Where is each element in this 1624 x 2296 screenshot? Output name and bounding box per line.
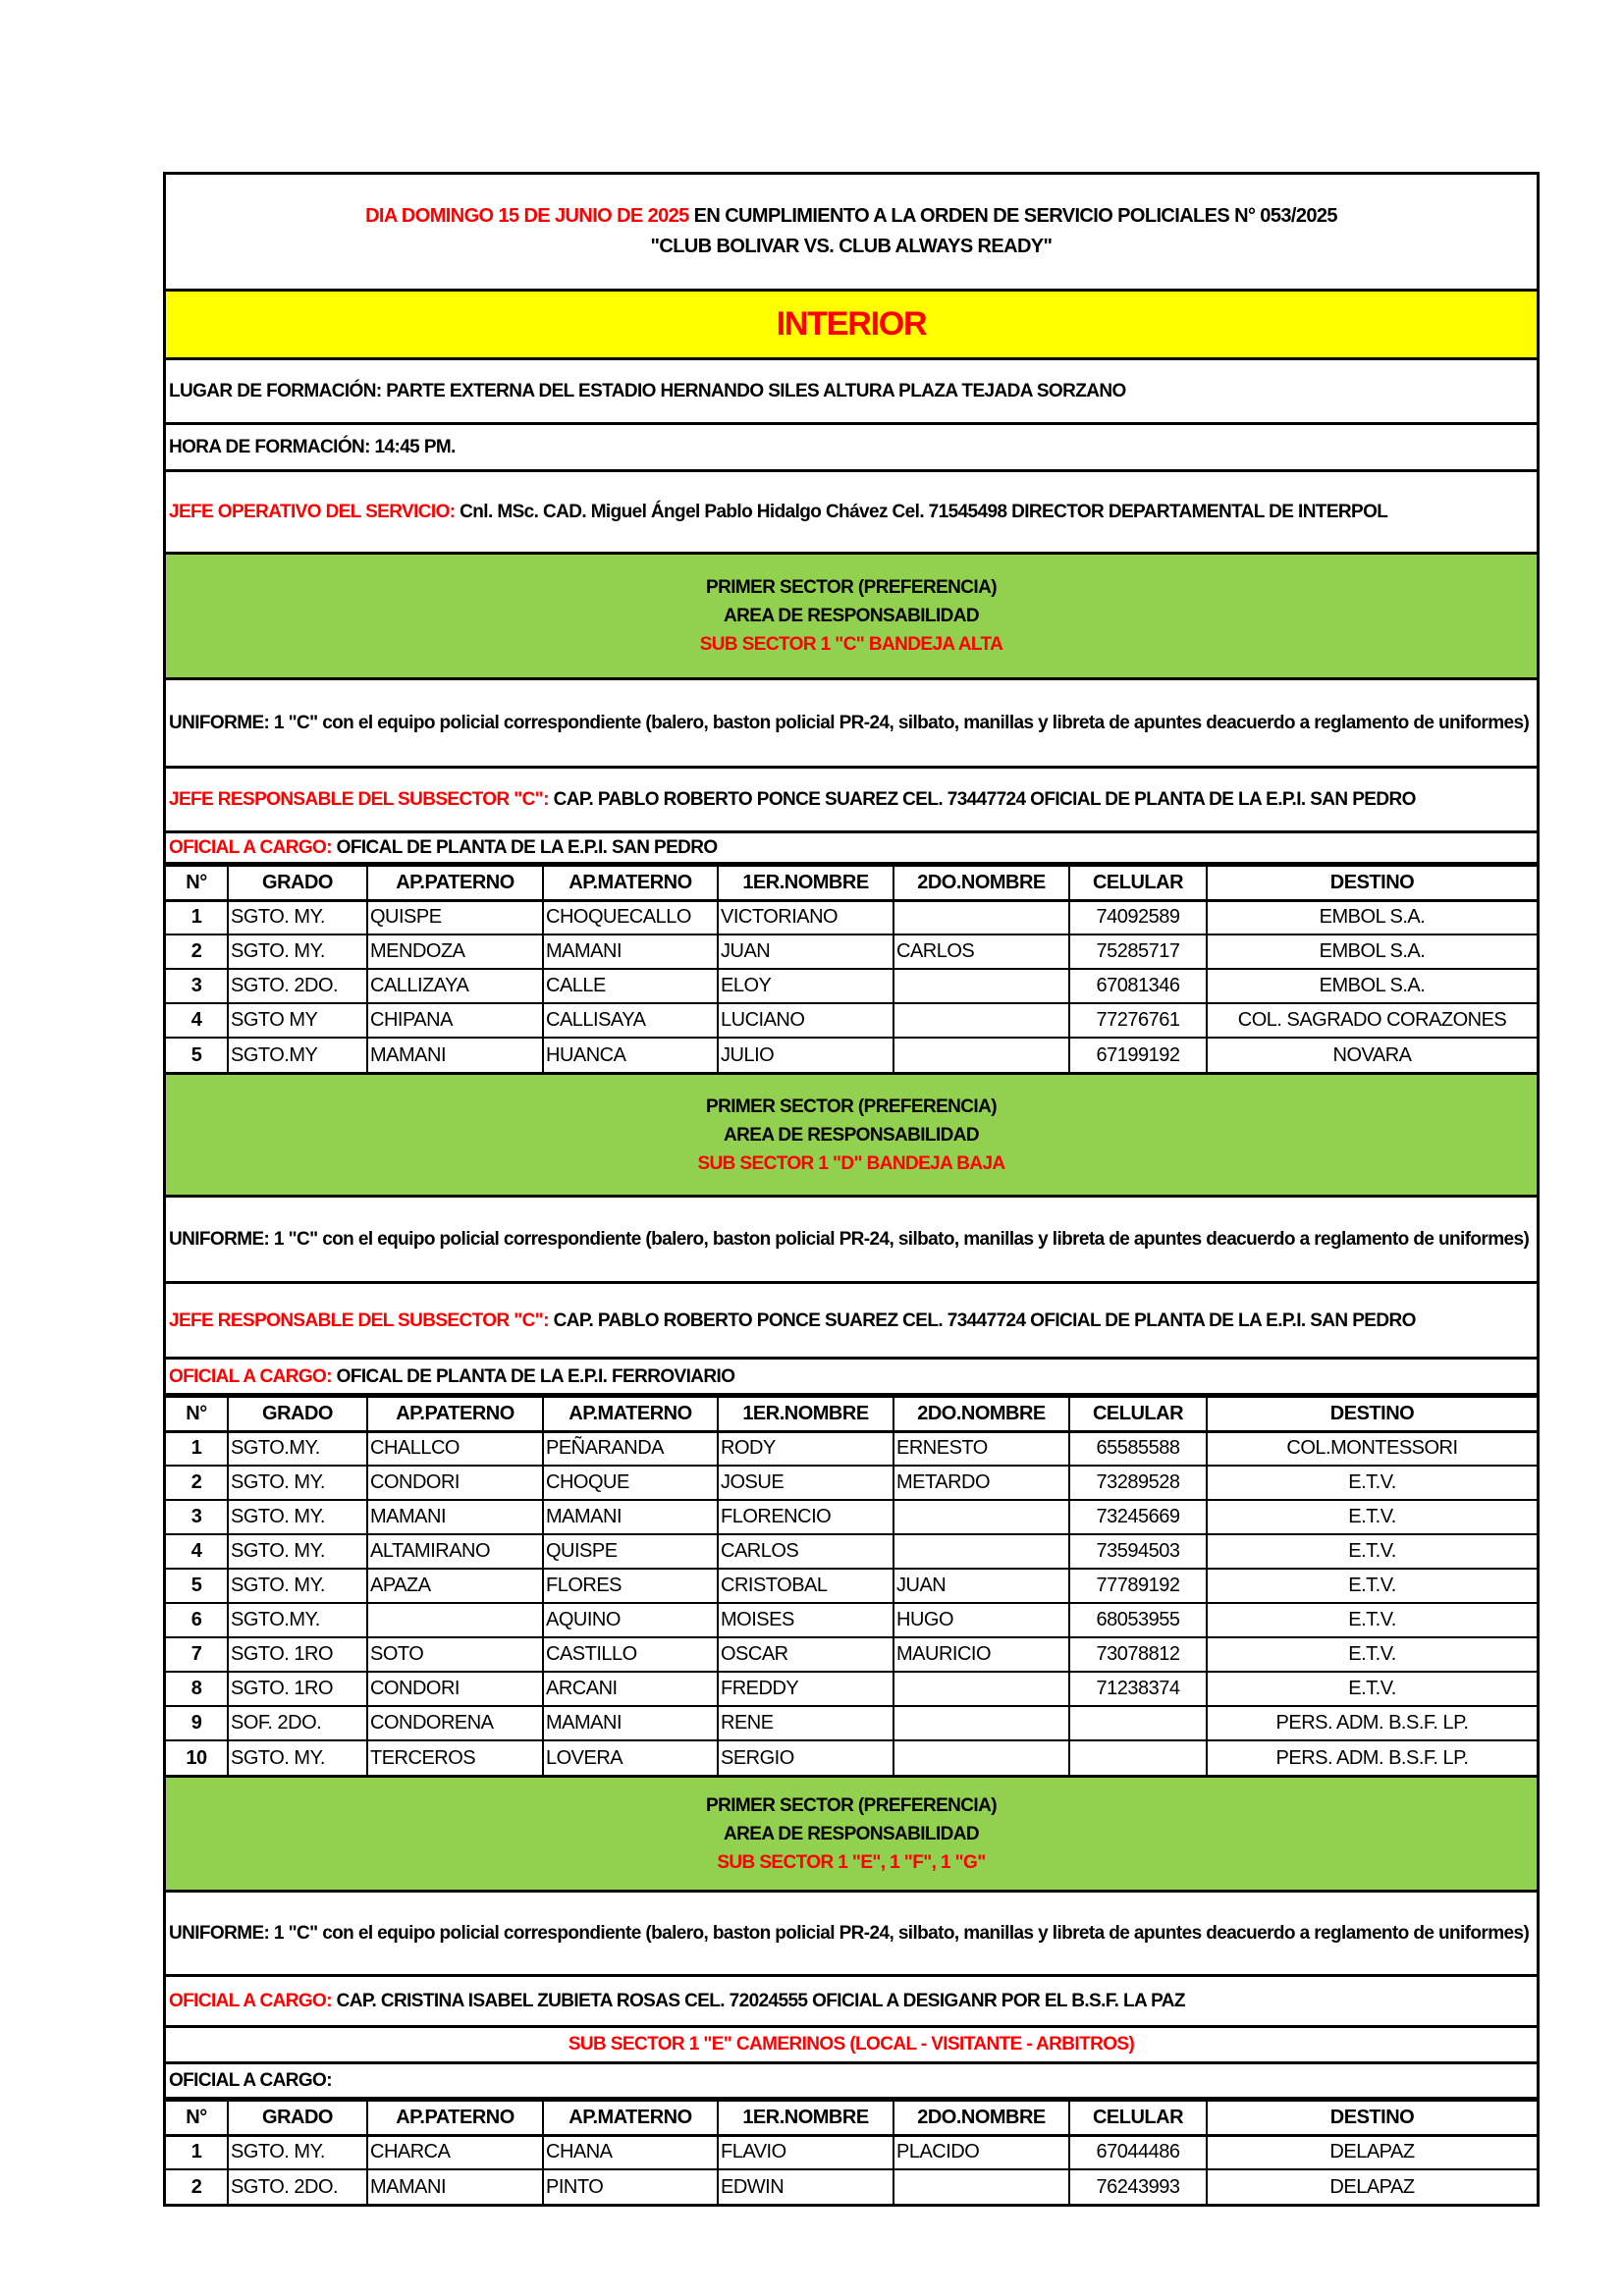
operational-chief-label: JEFE OPERATIVO DEL SERVICIO: xyxy=(169,502,456,522)
formation-place-text: LUGAR DE FORMACIÓN: PARTE EXTERNA DEL ESTADIO HERNANDO SILES ALTURA PLAZA TEJADA SORZANO xyxy=(169,381,1126,401)
col-maternal-surname: AQUINO xyxy=(543,1603,718,1637)
header-col-number: N° xyxy=(166,1397,228,1431)
col-maternal-surname: ARCANI xyxy=(543,1672,718,1706)
header-col-destination: DESTINO xyxy=(1207,1397,1537,1431)
header-col-destination: DESTINO xyxy=(1207,866,1537,900)
officer-label: OFICIAL A CARGO: xyxy=(169,1991,332,2011)
sector-title: PRIMER SECTOR (PREFERENCIA) xyxy=(706,1794,997,1816)
subsector-chief-label: JEFE RESPONSABLE DEL SUBSECTOR "C": xyxy=(169,789,549,810)
col-first-name: FREDDY xyxy=(718,1672,893,1706)
header-col-first-name: 1ER.NOMBRE xyxy=(718,866,893,900)
subsector-title: SUB SECTOR 1 "E", 1 "F", 1 "G" xyxy=(717,1851,986,1873)
formation-place xyxy=(166,360,1537,425)
table-row xyxy=(166,1466,1537,1500)
col-first-name: FLORENCIO xyxy=(718,1500,893,1534)
col-grade: SGTO. MY. xyxy=(228,1740,367,1775)
col-second-name xyxy=(893,1038,1069,1072)
col-first-name: SERGIO xyxy=(718,1740,893,1775)
col-second-name xyxy=(893,1706,1069,1740)
col-number: 7 xyxy=(166,1637,228,1672)
section-banner xyxy=(166,292,1537,360)
col-destination: DELAPAZ xyxy=(1207,2135,1537,2169)
subsector-chief-label: JEFE RESPONSABLE DEL SUBSECTOR "C": xyxy=(169,1309,549,1331)
col-destination: EMBOL S.A. xyxy=(1207,969,1537,1003)
col-grade: SGTO. 2DO. xyxy=(228,969,367,1003)
col-first-name: JUAN xyxy=(718,934,893,969)
header-col-paternal-surname: AP.PATERNO xyxy=(367,1397,543,1431)
col-grade: SGTO. 2DO. xyxy=(228,2169,367,2204)
col-grade: SGTO. 1RO xyxy=(228,1672,367,1706)
col-second-name xyxy=(893,1534,1069,1569)
col-maternal-surname: CASTILLO xyxy=(543,1637,718,1672)
col-maternal-surname: FLORES xyxy=(543,1569,718,1603)
col-phone: 74092589 xyxy=(1069,900,1207,934)
table-header-row xyxy=(166,2101,1537,2135)
col-paternal-surname: CHALLCO xyxy=(367,1431,543,1466)
header-col-first-name: 1ER.NOMBRE xyxy=(718,2101,893,2135)
sector-banner-1 xyxy=(166,555,1537,680)
col-paternal-surname: MENDOZA xyxy=(367,934,543,969)
table-row xyxy=(166,1672,1537,1706)
header-col-maternal-surname: AP.MATERNO xyxy=(543,866,718,900)
col-first-name: JULIO xyxy=(718,1038,893,1072)
col-number: 1 xyxy=(166,2135,228,2169)
table-row xyxy=(166,1637,1537,1672)
col-first-name: JOSUE xyxy=(718,1466,893,1500)
uniform-text: UNIFORME: 1 "C" con el equipo policial correspondiente (balero, baston policial PR-24, silbato, manillas y libreta de apuntes deacuerdo a reglamento de uniformes) xyxy=(169,1229,1530,1250)
col-number: 1 xyxy=(166,900,228,934)
col-number: 6 xyxy=(166,1603,228,1637)
col-paternal-surname: SOTO xyxy=(367,1637,543,1672)
officer-value: OFICAL DE PLANTA DE LA E.P.I. FERROVIARIO xyxy=(331,1365,735,1387)
col-destination: E.T.V. xyxy=(1207,1534,1537,1569)
col-phone: 75285717 xyxy=(1069,934,1207,969)
col-paternal-surname: APAZA xyxy=(367,1569,543,1603)
col-phone: 73594503 xyxy=(1069,1534,1207,1569)
col-phone: 68053955 xyxy=(1069,1603,1207,1637)
col-grade: SGTO. MY. xyxy=(228,1466,367,1500)
col-number: 3 xyxy=(166,969,228,1003)
col-number: 1 xyxy=(166,1431,228,1466)
col-phone xyxy=(1069,1706,1207,1740)
col-second-name: MAURICIO xyxy=(893,1637,1069,1672)
col-destination: EMBOL S.A. xyxy=(1207,900,1537,934)
service-order-sheet xyxy=(163,172,1540,2207)
section-title: INTERIOR xyxy=(776,305,927,343)
col-first-name: VICTORIANO xyxy=(718,900,893,934)
officer-value: CAP. CRISTINA ISABEL ZUBIETA ROSAS CEL. 72024555 OFICIAL A DESIGANR POR EL B.S.F. LA PAZ xyxy=(331,1991,1185,2011)
formation-time xyxy=(166,425,1537,472)
col-number: 9 xyxy=(166,1706,228,1740)
table-row xyxy=(166,1500,1537,1534)
uniform-text: UNIFORME: 1 "C" con el equipo policial correspondiente (balero, baston policial PR-24, silbato, manillas y libreta de apuntes deacuerdo a reglamento de uniformes) xyxy=(169,713,1530,733)
officer-label: OFICIAL A CARGO: xyxy=(169,2070,332,2091)
uniform-note-1 xyxy=(166,680,1537,769)
col-phone: 73245669 xyxy=(1069,1500,1207,1534)
order-text: EN CUMPLIMIENTO A LA ORDEN DE SERVICIO POLICIALES N° 053/2025 xyxy=(688,205,1337,227)
header-col-paternal-surname: AP.PATERNO xyxy=(367,866,543,900)
col-maternal-surname: MAMANI xyxy=(543,1706,718,1740)
col-maternal-surname: QUISPE xyxy=(543,1534,718,1569)
header-col-phone: CELULAR xyxy=(1069,866,1207,900)
col-paternal-surname: CHIPANA xyxy=(367,1003,543,1038)
col-second-name xyxy=(893,1500,1069,1534)
col-second-name xyxy=(893,1672,1069,1706)
col-first-name: LUCIANO xyxy=(718,1003,893,1038)
col-paternal-surname: ALTAMIRANO xyxy=(367,1534,543,1569)
header-col-grade: GRADO xyxy=(228,2101,367,2135)
sector-banner-2 xyxy=(166,1075,1537,1198)
col-number: 4 xyxy=(166,1534,228,1569)
subsector-chief-value: CAP. PABLO ROBERTO PONCE SUAREZ CEL. 73447724 OFICIAL DE PLANTA DE LA E.P.I. SAN PEDRO xyxy=(548,1309,1416,1331)
col-paternal-surname: CALLIZAYA xyxy=(367,969,543,1003)
sector-title: PRIMER SECTOR (PREFERENCIA) xyxy=(706,1095,997,1117)
header-col-grade: GRADO xyxy=(228,866,367,900)
col-first-name: CARLOS xyxy=(718,1534,893,1569)
subsector-chief-value: CAP. PABLO ROBERTO PONCE SUAREZ CEL. 73447724 OFICIAL DE PLANTA DE LA E.P.I. SAN PEDRO xyxy=(548,789,1416,810)
header-col-second-name: 2DO.NOMBRE xyxy=(893,1397,1069,1431)
col-number: 5 xyxy=(166,1038,228,1072)
personnel-table xyxy=(166,1396,1537,1775)
col-maternal-surname: LOVERA xyxy=(543,1740,718,1775)
col-number: 2 xyxy=(166,934,228,969)
personnel-table xyxy=(166,865,1537,1072)
col-phone: 76243993 xyxy=(1069,2169,1207,2204)
table-header-row xyxy=(166,866,1537,900)
col-second-name: ERNESTO xyxy=(893,1431,1069,1466)
col-destination: NOVARA xyxy=(1207,1038,1537,1072)
col-destination: EMBOL S.A. xyxy=(1207,934,1537,969)
area-title: AREA DE RESPONSABILIDAD xyxy=(724,606,979,626)
table-row xyxy=(166,900,1537,934)
officer-in-charge-camerinos xyxy=(166,2064,1537,2100)
col-grade: SGTO.MY. xyxy=(228,1603,367,1637)
order-line xyxy=(365,201,1337,232)
col-destination: PERS. ADM. B.S.F. LP. xyxy=(1207,1740,1537,1775)
col-first-name: OSCAR xyxy=(718,1637,893,1672)
col-number: 2 xyxy=(166,1466,228,1500)
header-col-maternal-surname: AP.MATERNO xyxy=(543,2101,718,2135)
area-title: AREA DE RESPONSABILIDAD xyxy=(724,1823,979,1844)
col-grade: SGTO. MY. xyxy=(228,1569,367,1603)
col-second-name xyxy=(893,900,1069,934)
col-first-name: MOISES xyxy=(718,1603,893,1637)
table-row xyxy=(166,1569,1537,1603)
officer-label: OFICIAL A CARGO: xyxy=(169,1365,332,1387)
col-phone: 77276761 xyxy=(1069,1003,1207,1038)
col-paternal-surname: QUISPE xyxy=(367,900,543,934)
header-col-number: N° xyxy=(166,2101,228,2135)
uniform-text: UNIFORME: 1 "C" con el equipo policial correspondiente (balero, baston policial PR-24, silbato, manillas y libreta de apuntes deacuerdo a reglamento de uniformes) xyxy=(169,1923,1530,1944)
subsector-chief-1 xyxy=(166,769,1537,833)
col-number: 2 xyxy=(166,2169,228,2204)
col-maternal-surname: PINTO xyxy=(543,2169,718,2204)
col-maternal-surname: CHANA xyxy=(543,2135,718,2169)
table-row xyxy=(166,969,1537,1003)
table-header-row xyxy=(166,1397,1537,1431)
col-maternal-surname: CHOQUECALLO xyxy=(543,900,718,934)
table-row xyxy=(166,1431,1537,1466)
officer-in-charge-3 xyxy=(166,1977,1537,2028)
col-first-name: FLAVIO xyxy=(718,2135,893,2169)
table-row xyxy=(166,1038,1537,1072)
col-first-name: CRISTOBAL xyxy=(718,1569,893,1603)
col-maternal-surname: MAMANI xyxy=(543,1500,718,1534)
match-title: "CLUB BOLIVAR VS. CLUB ALWAYS READY" xyxy=(650,236,1053,257)
col-destination: E.T.V. xyxy=(1207,1672,1537,1706)
table-row xyxy=(166,1003,1537,1038)
col-grade: SGTO. MY. xyxy=(228,1534,367,1569)
header-col-maternal-surname: AP.MATERNO xyxy=(543,1397,718,1431)
col-paternal-surname xyxy=(367,1603,543,1637)
header-col-paternal-surname: AP.PATERNO xyxy=(367,2101,543,2135)
header-col-phone: CELULAR xyxy=(1069,1397,1207,1431)
subsector-camerinos-title: SUB SECTOR 1 "E" CAMERINOS (LOCAL - VISITANTE - ARBITROS) xyxy=(568,2034,1135,2055)
col-second-name: METARDO xyxy=(893,1466,1069,1500)
col-number: 5 xyxy=(166,1569,228,1603)
officer-value: OFICAL DE PLANTA DE LA E.P.I. SAN PEDRO xyxy=(331,837,718,858)
col-phone: 65585588 xyxy=(1069,1431,1207,1466)
col-phone xyxy=(1069,1740,1207,1775)
col-destination: DELAPAZ xyxy=(1207,2169,1537,2204)
col-first-name: RODY xyxy=(718,1431,893,1466)
col-grade: SGTO.MY. xyxy=(228,1431,367,1466)
officer-label: OFICIAL A CARGO: xyxy=(169,837,332,858)
area-title: AREA DE RESPONSABILIDAD xyxy=(724,1124,979,1146)
col-destination: E.T.V. xyxy=(1207,1637,1537,1672)
col-number: 10 xyxy=(166,1740,228,1775)
col-destination: COL.MONTESSORI xyxy=(1207,1431,1537,1466)
table-row xyxy=(166,2169,1537,2204)
table-row xyxy=(166,1740,1537,1775)
formation-time-text: HORA DE FORMACIÓN: 14:45 PM. xyxy=(169,437,456,457)
col-first-name: RENE xyxy=(718,1706,893,1740)
col-paternal-surname: MAMANI xyxy=(367,1500,543,1534)
uniform-note-3 xyxy=(166,1893,1537,1977)
header-col-second-name: 2DO.NOMBRE xyxy=(893,2101,1069,2135)
col-paternal-surname: CONDORENA xyxy=(367,1706,543,1740)
operational-chief xyxy=(166,472,1537,555)
table-row xyxy=(166,1603,1537,1637)
col-destination: E.T.V. xyxy=(1207,1569,1537,1603)
operational-chief-value: Cnl. MSc. CAD. Miguel Ángel Pablo Hidalgo Chávez Cel. 71545498 DIRECTOR DEPARTAMENTAL DE INTERPOL xyxy=(455,502,1388,522)
col-first-name: EDWIN xyxy=(718,2169,893,2204)
col-phone: 67081346 xyxy=(1069,969,1207,1003)
officer-in-charge-2 xyxy=(166,1360,1537,1396)
col-second-name: CARLOS xyxy=(893,934,1069,969)
table-row xyxy=(166,2135,1537,2169)
col-second-name: PLACIDO xyxy=(893,2135,1069,2169)
uniform-note-2 xyxy=(166,1198,1537,1284)
col-paternal-surname: TERCEROS xyxy=(367,1740,543,1775)
subsector-title: SUB SECTOR 1 "C" BANDEJA ALTA xyxy=(699,634,1003,655)
table-row xyxy=(166,1534,1537,1569)
header-col-number: N° xyxy=(166,866,228,900)
col-second-name: JUAN xyxy=(893,1569,1069,1603)
personnel-table-1 xyxy=(166,865,1537,1075)
col-paternal-surname: MAMANI xyxy=(367,2169,543,2204)
col-grade: SGTO.MY xyxy=(228,1038,367,1072)
col-second-name xyxy=(893,1740,1069,1775)
col-number: 3 xyxy=(166,1500,228,1534)
col-grade: SGTO. MY. xyxy=(228,1500,367,1534)
col-destination: PERS. ADM. B.S.F. LP. xyxy=(1207,1706,1537,1740)
col-maternal-surname: CHOQUE xyxy=(543,1466,718,1500)
sector-banner-3 xyxy=(166,1778,1537,1893)
col-phone: 77789192 xyxy=(1069,1569,1207,1603)
col-grade: SGTO. 1RO xyxy=(228,1637,367,1672)
col-paternal-surname: CONDORI xyxy=(367,1466,543,1500)
col-phone: 67199192 xyxy=(1069,1038,1207,1072)
col-second-name xyxy=(893,969,1069,1003)
personnel-table xyxy=(166,2100,1537,2204)
col-phone: 67044486 xyxy=(1069,2135,1207,2169)
col-number: 4 xyxy=(166,1003,228,1038)
col-grade: SGTO. MY. xyxy=(228,900,367,934)
document-header xyxy=(166,175,1537,292)
col-second-name: HUGO xyxy=(893,1603,1069,1637)
col-phone: 71238374 xyxy=(1069,1672,1207,1706)
col-first-name: ELOY xyxy=(718,969,893,1003)
header-col-grade: GRADO xyxy=(228,1397,367,1431)
col-paternal-surname: CHARCA xyxy=(367,2135,543,2169)
date-text: DIA DOMINGO 15 DE JUNIO DE 2025 xyxy=(365,205,689,227)
col-maternal-surname: CALLISAYA xyxy=(543,1003,718,1038)
sector-title: PRIMER SECTOR (PREFERENCIA) xyxy=(706,577,997,598)
subsector-title: SUB SECTOR 1 "D" BANDEJA BAJA xyxy=(697,1152,1005,1174)
col-destination: COL. SAGRADO CORAZONES xyxy=(1207,1003,1537,1038)
col-maternal-surname: MAMANI xyxy=(543,934,718,969)
col-number: 8 xyxy=(166,1672,228,1706)
col-second-name xyxy=(893,1003,1069,1038)
header-col-phone: CELULAR xyxy=(1069,2101,1207,2135)
col-phone: 73289528 xyxy=(1069,1466,1207,1500)
col-maternal-surname: PEÑARANDA xyxy=(543,1431,718,1466)
col-second-name xyxy=(893,2169,1069,2204)
col-grade: SGTO MY xyxy=(228,1003,367,1038)
col-destination: E.T.V. xyxy=(1207,1466,1537,1500)
officer-in-charge-1 xyxy=(166,833,1537,865)
col-maternal-surname: HUANCA xyxy=(543,1038,718,1072)
col-paternal-surname: CONDORI xyxy=(367,1672,543,1706)
subsector-chief-2 xyxy=(166,1284,1537,1360)
header-col-second-name: 2DO.NOMBRE xyxy=(893,866,1069,900)
personnel-table-2 xyxy=(166,1396,1537,1778)
header-col-first-name: 1ER.NOMBRE xyxy=(718,1397,893,1431)
col-destination: E.T.V. xyxy=(1207,1500,1537,1534)
col-maternal-surname: CALLE xyxy=(543,969,718,1003)
col-destination: E.T.V. xyxy=(1207,1603,1537,1637)
table-row xyxy=(166,934,1537,969)
col-paternal-surname: MAMANI xyxy=(367,1038,543,1072)
personnel-table-3 xyxy=(166,2100,1537,2204)
col-grade: SOF. 2DO. xyxy=(228,1706,367,1740)
col-grade: SGTO. MY. xyxy=(228,2135,367,2169)
col-phone: 73078812 xyxy=(1069,1637,1207,1672)
header-col-destination: DESTINO xyxy=(1207,2101,1537,2135)
col-grade: SGTO. MY. xyxy=(228,934,367,969)
table-row xyxy=(166,1706,1537,1740)
subsector-camerinos xyxy=(166,2028,1537,2064)
